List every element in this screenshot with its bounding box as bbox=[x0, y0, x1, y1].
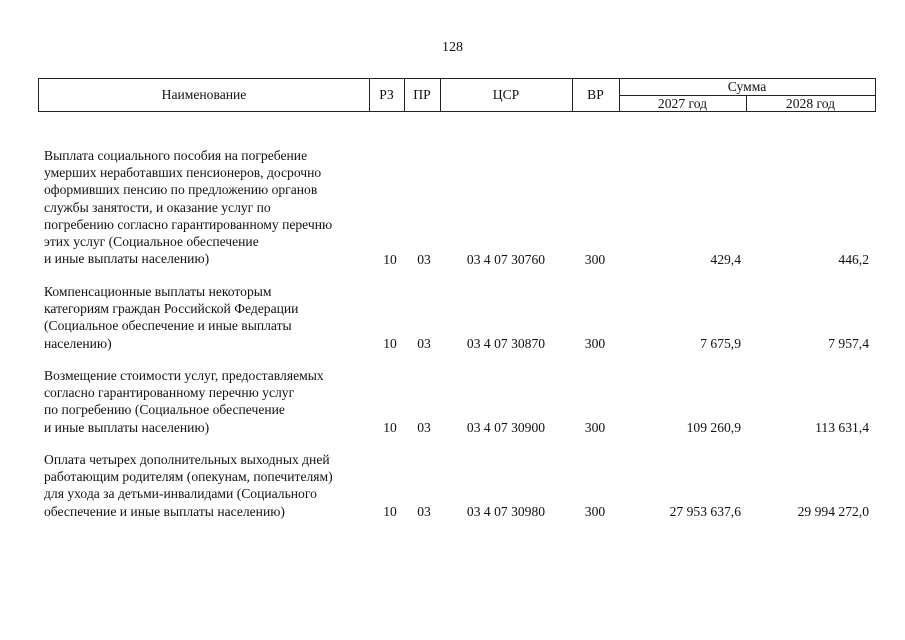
row-rz: 10 bbox=[383, 419, 397, 435]
header-rz: РЗ bbox=[379, 87, 394, 102]
row-vr: 300 bbox=[584, 335, 606, 351]
row-pr: 03 bbox=[417, 335, 431, 351]
page-number: 128 bbox=[442, 40, 463, 55]
row-amount-2028: 446,2 bbox=[838, 251, 869, 267]
row-rz: 10 bbox=[383, 335, 397, 351]
row-vr: 300 bbox=[584, 251, 606, 267]
row-name: Компенсационные выплаты некоторым категориям граждан Российской Федерации (Социальное обеспечение и иные выплаты населению) bbox=[44, 284, 299, 351]
header-csr: ЦСР bbox=[492, 87, 520, 102]
row-csr: 03 4 07 30980 bbox=[466, 503, 546, 519]
header-vr: ВР bbox=[587, 87, 604, 102]
header-year-2027: 2027 год bbox=[657, 95, 708, 111]
row-vr: 300 bbox=[584, 419, 606, 435]
table-row bbox=[0, 451, 905, 520]
header-year-2028: 2028 год bbox=[785, 95, 836, 111]
row-csr: 03 4 07 30870 bbox=[466, 335, 546, 351]
row-rz: 10 bbox=[383, 251, 397, 267]
row-amount-2027: 429,4 bbox=[710, 251, 741, 267]
table-row bbox=[0, 283, 905, 352]
row-amount-2027: 27 953 637,6 bbox=[669, 503, 741, 519]
row-pr: 03 bbox=[417, 251, 431, 267]
row-name: Выплата социального пособия на погребение умерших неработавших пенсионеров, досрочно оформивших пенсию по предложению органов службы занятости, и оказание услуг по погребению согласно гарантированному перечню этих услуг (Социальное обеспечение и иные выплаты населению) bbox=[44, 148, 333, 267]
row-vr: 300 bbox=[584, 503, 606, 519]
row-csr: 03 4 07 30760 bbox=[466, 251, 546, 267]
row-csr: 03 4 07 30900 bbox=[466, 419, 546, 435]
header-sum: Сумма bbox=[727, 79, 767, 94]
header-pr: ПР bbox=[413, 87, 431, 102]
row-amount-2028: 29 994 272,0 bbox=[797, 503, 869, 519]
table-header bbox=[38, 78, 876, 112]
row-amount-2028: 113 631,4 bbox=[815, 419, 869, 435]
row-amount-2028: 7 957,4 bbox=[828, 335, 869, 351]
row-pr: 03 bbox=[417, 419, 431, 435]
header-name: Наименование bbox=[161, 87, 247, 102]
row-amount-2027: 7 675,9 bbox=[700, 335, 741, 351]
row-name: Возмещение стоимости услуг, предоставляемых согласно гарантированному перечню услуг по погребению (Социальное обеспечение и иные выплаты населению) bbox=[44, 368, 324, 435]
row-pr: 03 bbox=[417, 503, 431, 519]
table-row bbox=[0, 367, 905, 436]
row-amount-2027: 109 260,9 bbox=[686, 419, 741, 435]
row-name: Оплата четырех дополнительных выходных дней работающим родителям (опекунам, попечителям) для ухода за детьми-инвалидами (Социального обеспечение и иные выплаты населению) bbox=[44, 452, 333, 519]
table-row bbox=[0, 147, 905, 268]
row-rz: 10 bbox=[383, 503, 397, 519]
